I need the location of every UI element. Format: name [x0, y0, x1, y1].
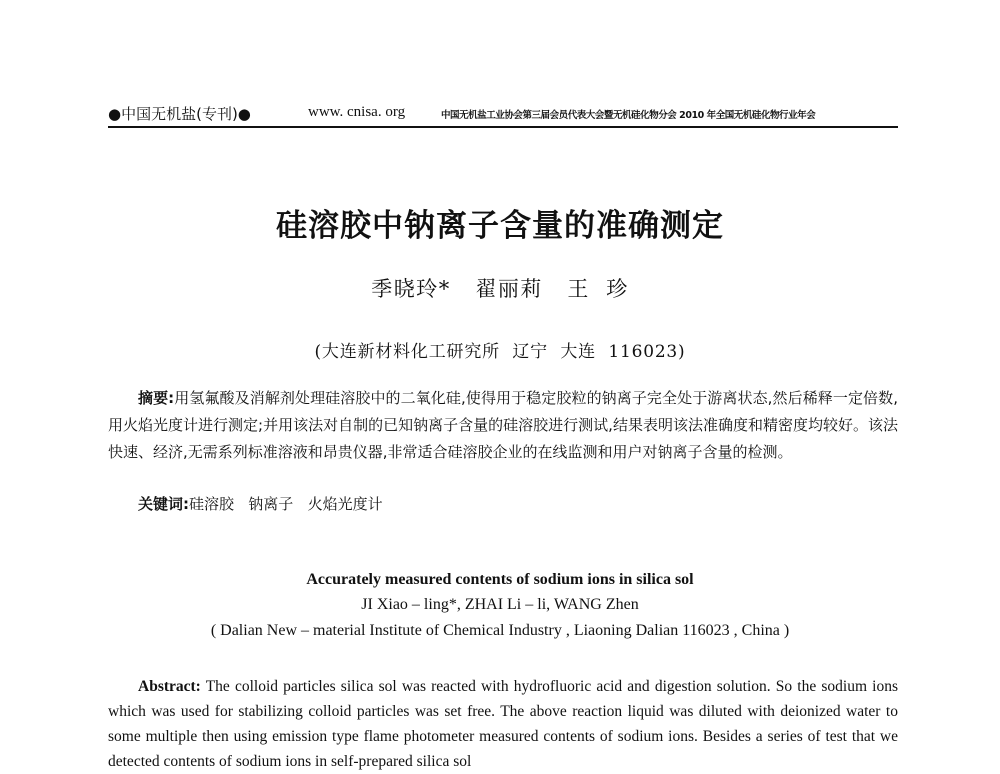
abstract-chinese: [108, 385, 898, 466]
english-authors: JI Xiao – ling*, ZHAI Li – li, WANG Zhen: [361, 596, 639, 613]
running-header: [108, 102, 898, 124]
paper-title: 硅溶胶中钠离子含量的准确测定: [276, 208, 724, 244]
keywords-chinese-label: 关键词:: [138, 495, 189, 513]
abstract-english: [108, 674, 898, 774]
keywords-chinese: [138, 493, 383, 514]
author-list: 季晓玲* 翟丽莉 王 珍: [371, 277, 629, 301]
journal-website[interactable]: www. cnisa. org: [308, 104, 406, 120]
abstract-english-label: Abstract:: [138, 678, 201, 695]
header-rule: [108, 126, 898, 128]
english-affiliation: ( Dalian New – material Institute of Chemical Industry , Liaoning Dalian 116023 , China ): [210, 622, 790, 639]
abstract-chinese-text: 用氢氟酸及消解剂处理硅溶胶中的二氧化硅,使得用于稳定胶粒的钠离子完全处于游离状态,然后稀释一定倍数,用火焰光度计进行测定;并用该法对自制的已知钠离子含量的硅溶胶进行测试,结果表明该法准确度和精密度均较好。该法快速、经济,无需系列标准溶液和昂贵仪器,非常适合硅溶胶企业的在线监测和用户对钠离子含量的检测。: [108, 389, 899, 461]
conference-name: 中国无机盐工业协会第三届会员代表大会暨无机硅化物分会 2010 年全国无机硅化物行业年会: [441, 110, 816, 121]
abstract-english-text: The colloid particles silica sol was reacted with hydrofluoric acid and digestion solution. So the sodium ions which was used for stabilizing colloid particles was set free. The above reaction liquid was diluted with deionized water to some multiple then using emission type flame photometer measured contents of sodium ions. Besides a series of test that we detected contents of sodium ions in self-prepared silica sol: [108, 678, 898, 770]
affiliation: (大连新材料化工研究所 辽宁 大连 116023): [314, 342, 686, 362]
keywords-chinese-text: 硅溶胶 钠离子 火焰光度计: [189, 495, 383, 513]
journal-name: ●中国无机盐(专刊)●: [108, 105, 251, 123]
abstract-chinese-label: 摘要:: [138, 389, 175, 407]
english-title: Accurately measured contents of sodium ions in silica sol: [306, 571, 694, 588]
